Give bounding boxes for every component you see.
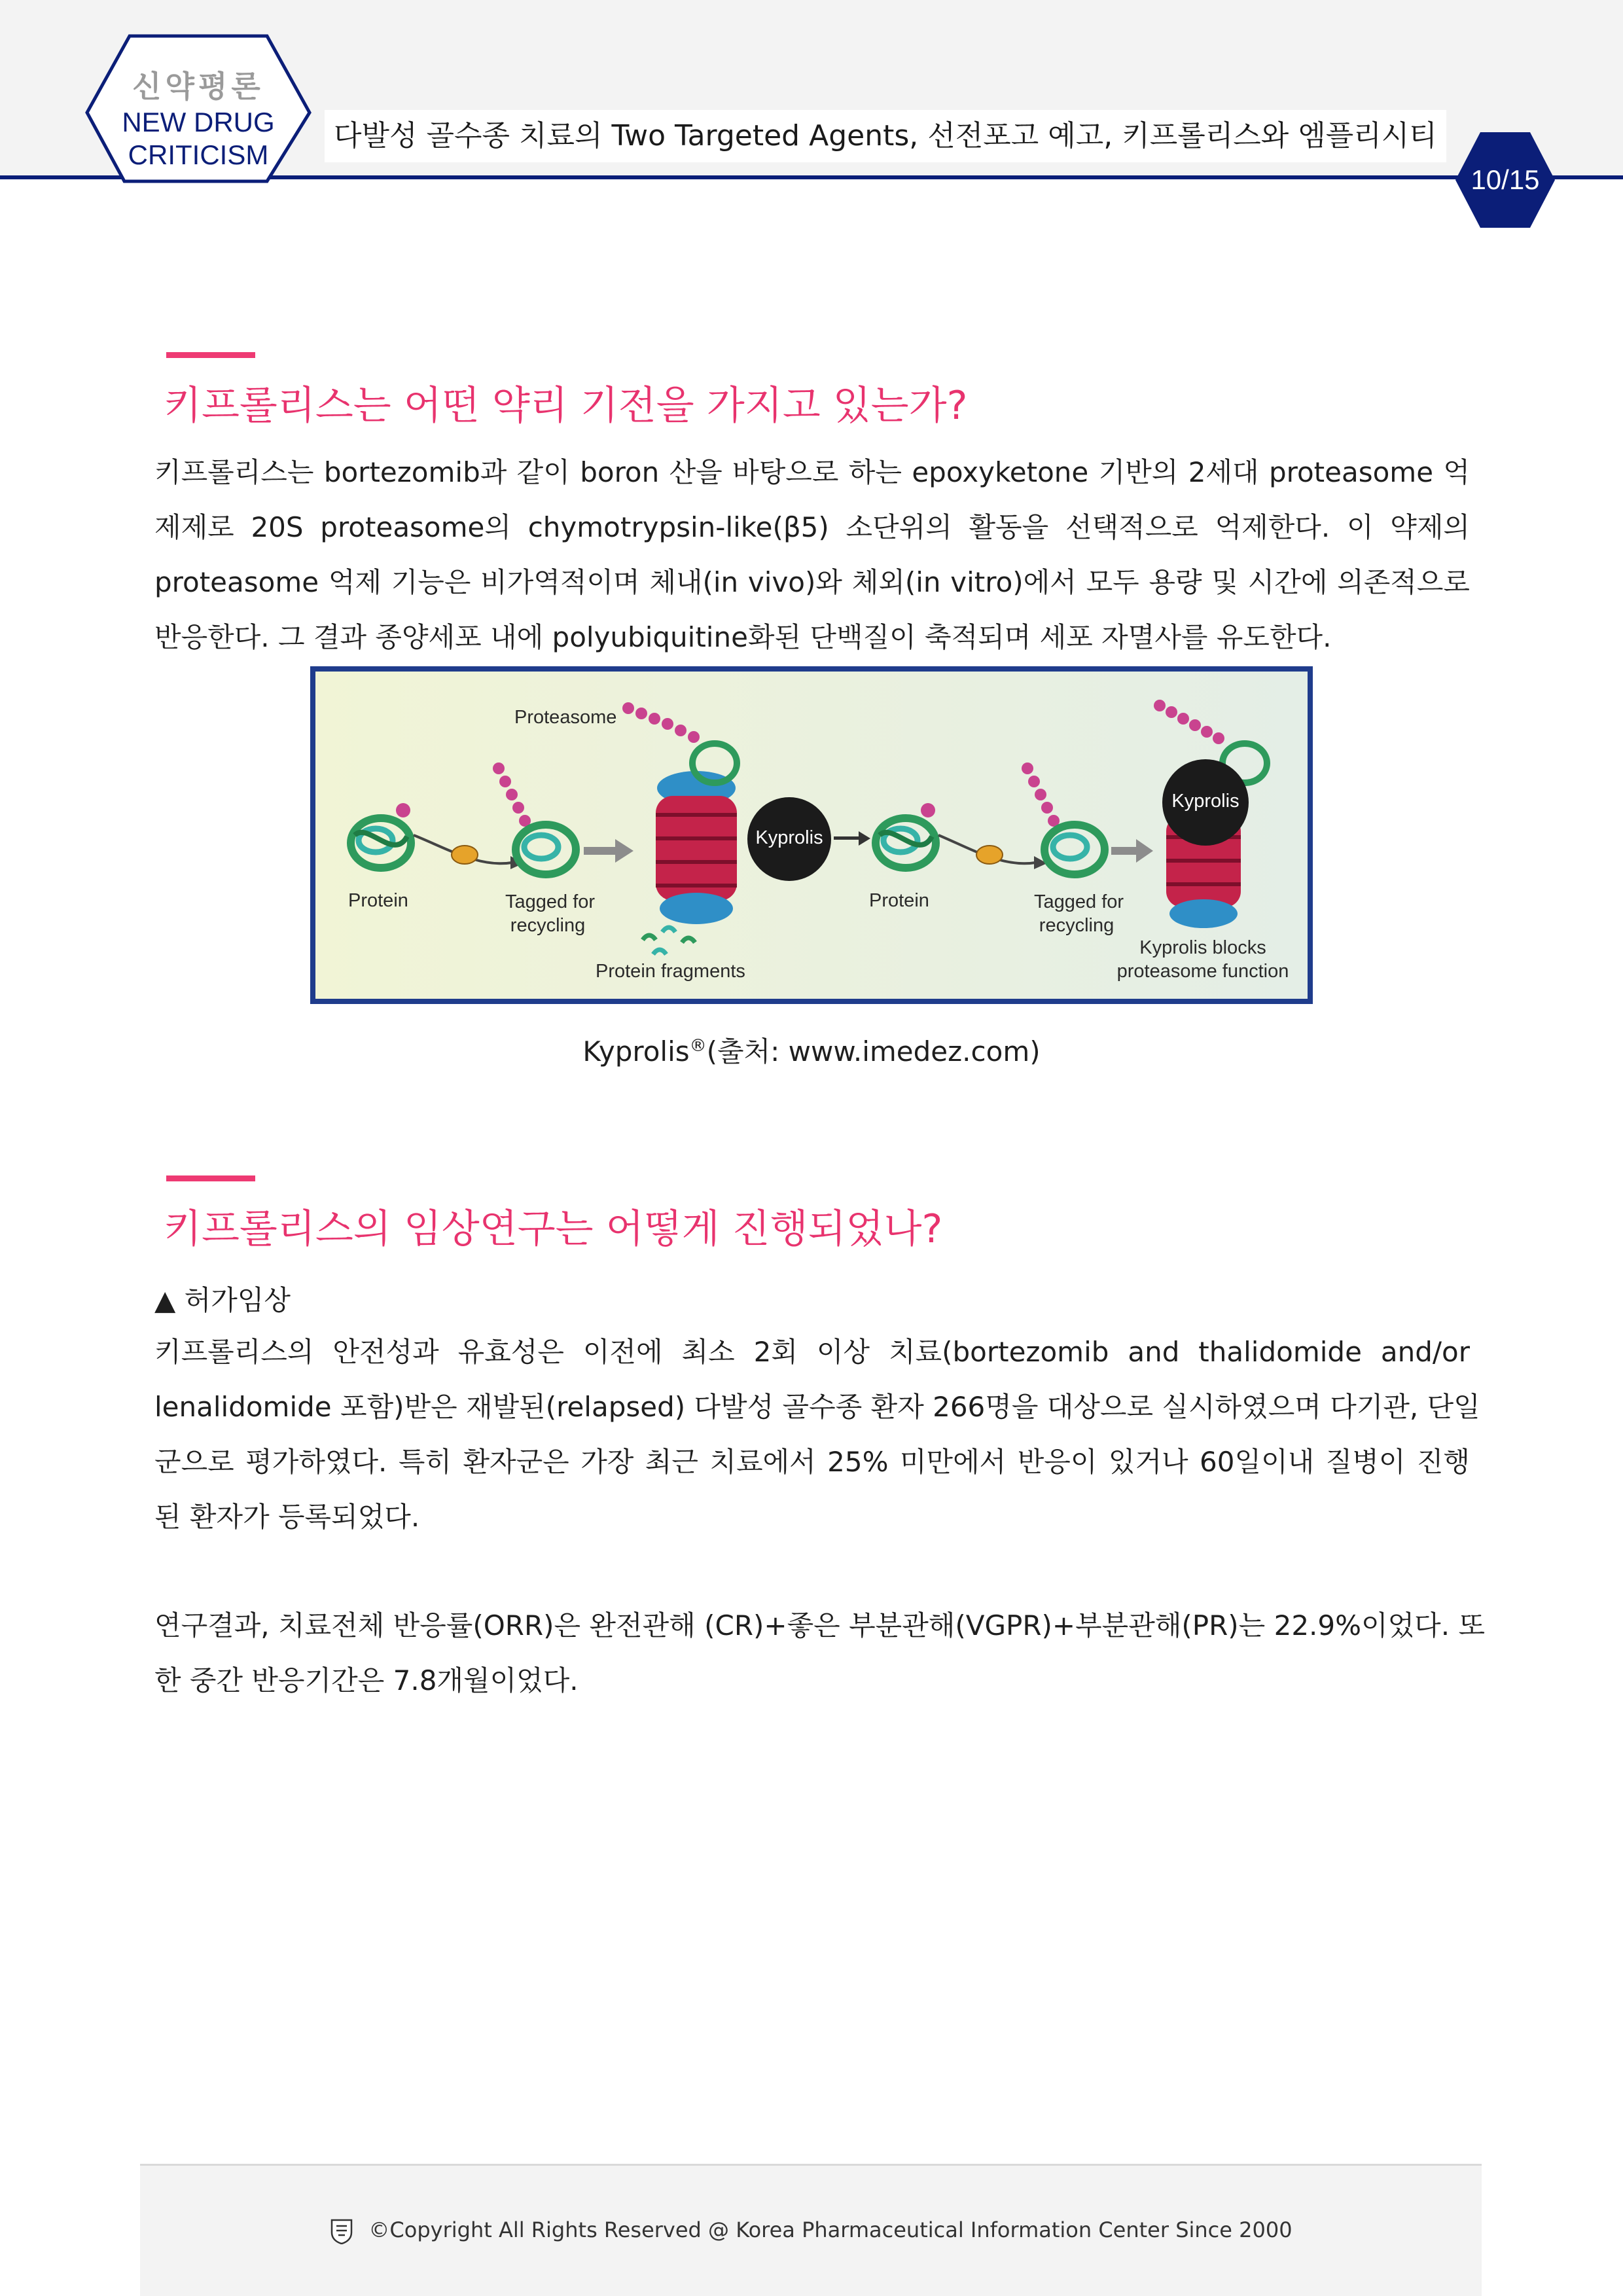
label-kyprolis-center: Kyprolis: [755, 827, 823, 848]
label-kyprolis-blocks-line-1: Kyprolis blocks: [1139, 937, 1266, 958]
label-tagged-left: [505, 890, 596, 937]
logo-english-line-1: NEW DRUG: [122, 107, 275, 137]
page-indicator-badge: [1454, 131, 1556, 229]
label-tagged-left-line-2: recycling: [510, 915, 586, 936]
section-2-para-1-line: lenalidomide 포함)받은 재발된(relapsed) 다발성 골수종 환자 266명을 대상으로 실시하였으며 다기관, 단일: [154, 1391, 1480, 1423]
arrow-right-2: [1111, 847, 1137, 855]
label-kyprolis-blocks: [1106, 936, 1300, 983]
section-2-para-2-line: 한 중간 반응기간은 7.8개월이었다.: [154, 1664, 579, 1696]
label-protein-right: Protein: [869, 890, 929, 911]
section-2-accent-bar: [166, 1175, 255, 1181]
section-1-paragraph: [154, 445, 1470, 665]
mechanism-figure: [310, 666, 1313, 1004]
section-1-accent-bar: [166, 352, 255, 358]
section-2-title: 키프롤리스의 임상연구는 어떻게 진행되었나?: [164, 1206, 943, 1252]
section-2-paragraph-2: [154, 1598, 1486, 1708]
label-kyprolis-right: Kyprolis: [1171, 791, 1240, 812]
shield-logo-icon: [330, 2218, 353, 2244]
caption-drug-name: Kyprolis: [582, 1035, 690, 1067]
label-tagged-right-line-1: Tagged for: [1034, 891, 1124, 912]
section-2-para-1-line: 군으로 평가하였다. 특히 환자군은 가장 최근 치료에서 25% 미만에서 반응이 있거나 60일이내 질병이 진행: [154, 1446, 1470, 1478]
copyright-text: ©Copyright All Rights Reserved @ Korea Pharmaceutical Information Center Since 2000: [368, 2217, 1293, 2242]
label-protein-left: Protein: [348, 890, 408, 911]
page-number: 10/15: [1471, 164, 1540, 195]
label-tagged-right-line-2: recycling: [1039, 915, 1115, 936]
arrow-left-2: [584, 847, 616, 855]
label-tagged-right: [1034, 890, 1124, 937]
label-proteasome: Proteasome: [514, 707, 617, 728]
atp-icon: [976, 846, 1003, 864]
section-1-title: 키프롤리스는 어떤 약리 기전을 가지고 있는가?: [164, 383, 968, 429]
section-1-line: 반응한다. 그 결과 종양세포 내에 polyubiquitine화된 단백질이 축적되며 세포 자멸사를 유도한다.: [154, 621, 1332, 653]
caption-registered-mark: ®: [689, 1036, 707, 1056]
label-tagged-left-line-1: Tagged for: [505, 891, 596, 912]
document-header-title: 다발성 골수종 치료의 Two Targeted Agents, 선전포고 예고, 키프롤리스와 엠플리시티: [325, 110, 1446, 162]
label-protein-fragments: Protein fragments: [596, 961, 745, 982]
arrow-center: [834, 836, 860, 840]
caption-source: (출처: www.imedez.com): [706, 1035, 1041, 1067]
logo-english-line-2: CRITICISM: [128, 139, 269, 170]
logo-korean-text: 신약평론: [132, 69, 264, 104]
atp-icon: [452, 846, 478, 864]
section-1-line: 키프롤리스는 bortezomib과 같이 boron 산을 바탕으로 하는 epoxyketone 기반의 2세대 proteasome 억: [154, 456, 1470, 488]
logo: [84, 34, 313, 185]
label-kyprolis-blocks-line-2: proteasome function: [1116, 961, 1289, 982]
footer: [0, 2217, 1623, 2244]
section-2-para-1-line: 된 환자가 등록되었다.: [154, 1501, 420, 1533]
section-2-subheading: ▲ 허가임상: [154, 1284, 291, 1316]
logo-english-text: [84, 106, 313, 171]
section-2-para-1-line: 키프롤리스의 안전성과 유효성은 이전에 최소 2회 이상 치료(bortezomib and thalidomide and/or: [154, 1336, 1470, 1368]
section-2-paragraph-1: [154, 1325, 1480, 1545]
section-1-line: proteasome 억제 기능은 비가역적이며 체내(in vivo)와 체외(in vitro)에서 모두 용량 및 시간에 의존적으로: [154, 566, 1470, 598]
section-2-para-2-line: 연구결과, 치료전체 반응률(ORR)은 완전관해 (CR)+좋은 부분관해(VGPR)+부분관해(PR)는 22.9%이었다. 또: [154, 1609, 1486, 1641]
ubiquitin-tag-icon: [396, 803, 410, 817]
section-1-line: 제제로 20S proteasome의 chymotrypsin-like(β5) 소단위의 활동을 선택적으로 억제한다. 이 약제의: [154, 511, 1470, 543]
figure-caption: [0, 1030, 1623, 1069]
